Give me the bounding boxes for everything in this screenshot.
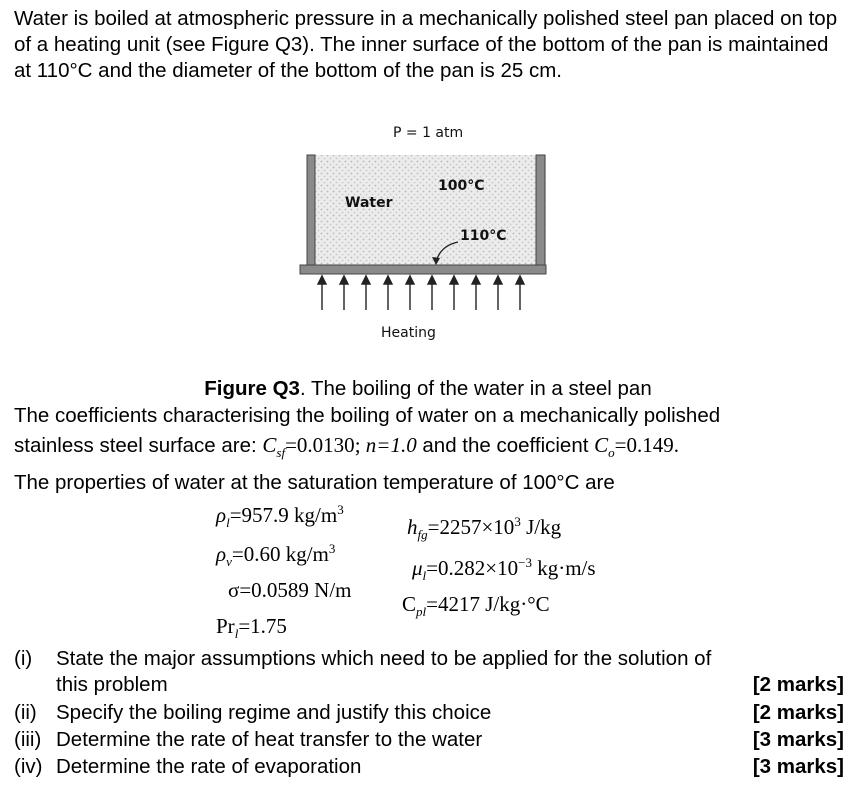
cpl-value: =4217 J/kg·°C (426, 592, 550, 616)
n-value: n=1.0 (365, 433, 417, 457)
prop-mu: $\mu_l=0.282\times 10^{-3}$ kg·m/s (412, 555, 596, 584)
question-1-number: (i) (14, 647, 33, 670)
prop-rho-l: $\rho_l=957.9$ $kg/m^3$ (216, 502, 344, 531)
caption-label: Figure Q3 (204, 377, 300, 400)
heating-label: Heating (381, 325, 436, 341)
coeff-line-1: The coefficients characterising the boiling of water on a mechanically polished (14, 404, 721, 427)
rho-v-value: =0.60 kg/m (231, 542, 329, 566)
question-3-marks: [3 marks] (752, 728, 844, 751)
question-1-text-cont: this problem (56, 673, 168, 696)
mu-unit: kg·m/s (531, 556, 596, 580)
question-1 (14, 646, 844, 698)
prop-sigma: σ=0.0589 N/m (228, 578, 352, 602)
question-2-text: Specify the boiling regime and justify this choice (56, 701, 492, 724)
pan-diagram (290, 118, 570, 348)
question-2-number: (ii) (14, 701, 37, 724)
pan-right-wall (536, 155, 545, 265)
mu-exponent: −3 (518, 555, 532, 570)
csf-value: =0.0130 (285, 433, 355, 457)
question-2-marks: [2 marks] (752, 701, 844, 724)
coeff-line-2: stainless steel surface are: $C_{sf}=0.0130$; n=1.0 and the coefficient $C_o=0.149$. (14, 433, 679, 461)
surface-temp-label: 110°C (460, 228, 507, 244)
pressure-label: P = 1 atm (393, 125, 464, 141)
hfg-value: =2257×10 (427, 515, 515, 539)
pan-bottom (300, 265, 546, 274)
heating-arrows (318, 276, 524, 310)
coeff-line-3: The properties of water at the saturation temperature of 100°C are (14, 471, 615, 494)
water-temp-label: 100°C (438, 178, 485, 194)
question-3-number: (iii) (14, 728, 42, 751)
caption-text: . The boiling of the water in a steel pan (299, 377, 652, 400)
prop-cpl: $C_{pl}=4217$ J/kg·°C (402, 592, 550, 620)
mu-value: =0.282×10 (426, 556, 519, 580)
question-3-text: Determine the rate of heat transfer to the water (56, 728, 483, 751)
problem-intro: Water is boiled at atmospheric pressure in a mechanically polished steel pan placed on top of a heating unit (see Figure Q3). The inner surface of the bottom of the pan is maintained at 110°C and the diameter of the bottom of the pan is 25 cm. (14, 7, 838, 82)
co-value: =0.149 (614, 433, 674, 457)
prop-rho-v: $\rho_v=0.60$ $kg/m^3$ (216, 541, 336, 570)
coeff-line-2-mid: and the coefficient (416, 434, 595, 457)
question-1-marks: [2 marks] (752, 673, 844, 696)
figure-caption (0, 376, 856, 402)
pan-left-wall (307, 155, 315, 265)
question-4-number: (iv) (14, 755, 43, 778)
prop-hfg: $h_{fg}=2257\times 10^3$ J/kg (407, 514, 562, 543)
pr-value: =1.75 (238, 614, 287, 638)
figure-q3 (290, 118, 570, 348)
question-1-text: State the major assumptions which need to be applied for the solution of (56, 647, 712, 670)
rho-l-value: =957.9 kg/m (229, 503, 338, 527)
water-label: Water (345, 195, 393, 211)
question-4-marks: [3 marks] (752, 755, 844, 778)
coeff-line-2-prefix: stainless steel surface are: (14, 434, 263, 457)
hfg-unit: J/kg (520, 515, 562, 539)
question-4-text: Determine the rate of evaporation (56, 755, 362, 778)
prop-pr: $Pr_l=1.75$ (216, 614, 287, 642)
